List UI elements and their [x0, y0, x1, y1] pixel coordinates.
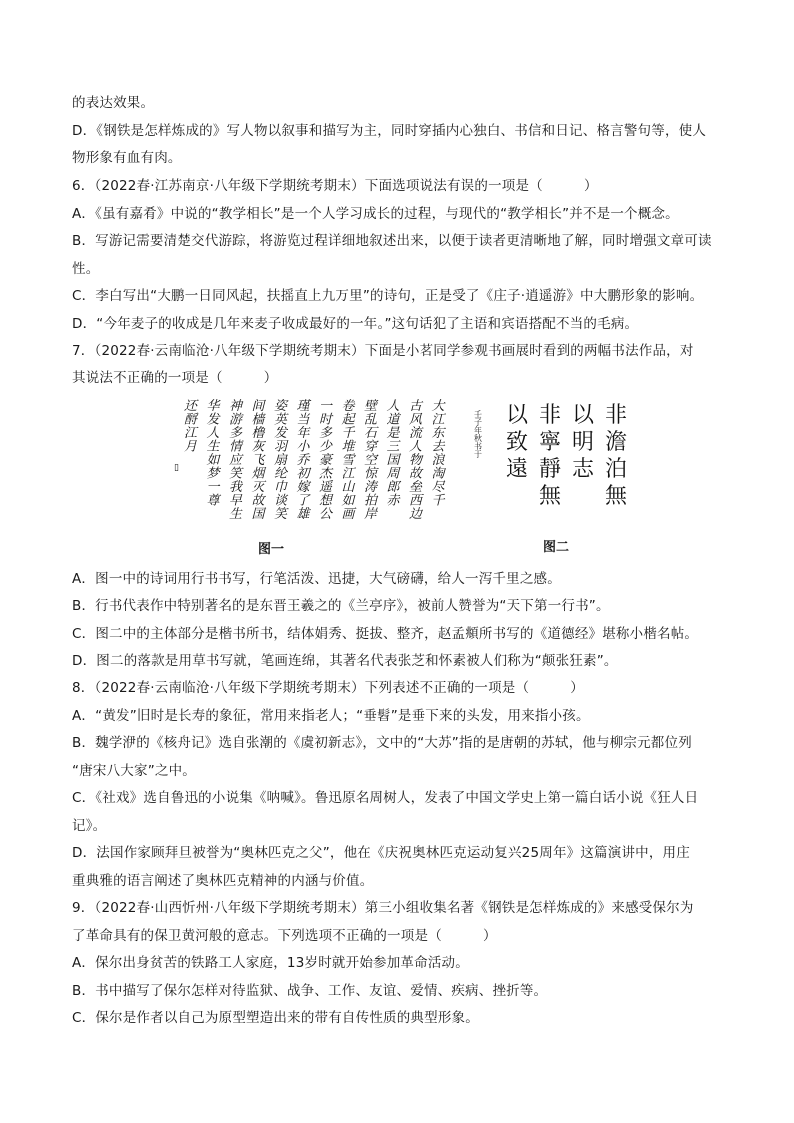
- option-a: A．“黄发”旧时是长寿的象征，常用来指老人；“垂髫”是垂下来的头发，用来指小孩。: [72, 708, 590, 724]
- calligraphy-char: 是: [386, 426, 400, 441]
- calligraphy-char: 灭: [251, 480, 265, 495]
- calligraphy-char: 英: [273, 412, 288, 428]
- calligraphy-char: 浪: [431, 453, 445, 468]
- calligraphy-char: 無: [538, 484, 562, 509]
- calligraphy-char: 澹: [604, 430, 628, 455]
- calligraphy-char: 生: [228, 507, 243, 522]
- text-line: 的表达效果。: [72, 95, 155, 111]
- text-line: 了革命具有的保卫黄河般的意志。下列选项不正确的一项是（ ）: [72, 928, 497, 944]
- calligraphy-char: 多: [228, 426, 243, 441]
- calligraphy-char: 小: [296, 439, 310, 455]
- calligraphy-char: 泊: [604, 457, 628, 482]
- calligraphy-char: 嫁: [296, 480, 310, 495]
- option-a: A．保尔出身贫苦的铁路工人家庭，13岁时就开始参加革命活动。: [72, 955, 469, 971]
- calligraphy-char: 笑: [228, 466, 243, 482]
- text-line: 重典雅的语言阐述了奥林匹克精神的内涵与价值。: [72, 873, 374, 889]
- calligraphy-char: 一: [318, 399, 333, 414]
- calligraphy-char: 神: [228, 399, 243, 414]
- option-a: A．《虽有嘉肴》中说的“教学相长”是一个人学习成长的过程，与现代的“教学相长”并不是一个概念。: [72, 206, 679, 222]
- calligraphy-char: 瑾: [296, 399, 310, 414]
- calligraphy-char: 东: [431, 426, 445, 441]
- calligraphy-char: 时: [318, 412, 333, 428]
- calligraphy-char: 生: [206, 439, 220, 455]
- calligraphy-char: 风: [408, 412, 423, 428]
- figure-1-image: [168, 396, 450, 530]
- calligraphy-char: 了: [296, 493, 310, 509]
- calligraphy-char: 垒: [408, 480, 423, 495]
- calligraphy-char: 遠: [505, 457, 529, 482]
- calligraphy-char: 大: [431, 399, 445, 414]
- calligraphy-char: 以: [571, 403, 595, 428]
- calligraphy-char: 千: [341, 426, 355, 441]
- calligraphy-char: 初: [296, 466, 310, 482]
- option-d: D．法国作家顾拜旦被誉为“奥林匹克之父”，他在《庆祝奥林匹克运动复兴25周年》这篇演讲中，用庄: [72, 845, 690, 861]
- calligraphy-char: 纶: [273, 466, 288, 482]
- calligraphy-char: 江: [341, 466, 355, 482]
- calligraphy-char: 游: [228, 412, 243, 428]
- calligraphy-char: 岸: [363, 507, 378, 522]
- calligraphy-char: 非: [538, 403, 562, 428]
- option-d: D．“今年麦子的收成是几年来麦子收成最好的一年。”这句话犯了主语和宾语搭配不当的毛病。: [72, 316, 639, 332]
- question-9-stem: 9．（2022春·山西忻州·八年级下学期统考期末）第三小组收集名著《钢铁是怎样炼成的》来感受保尔为: [72, 900, 694, 916]
- calligraphy-char: 石: [363, 426, 378, 441]
- calligraphy-char: 尽: [431, 480, 445, 495]
- calligraphy-char: 人: [408, 439, 423, 455]
- text-line: 记》。: [72, 818, 107, 834]
- calligraphy-char: 卷: [341, 399, 355, 414]
- option-b: B．写游记需要清楚交代游踪，将游览过程详细地叙述出来，以便于读者更清晰地了解，同时增强文章可读: [72, 233, 712, 249]
- calligraphy-char: 雄: [296, 507, 310, 522]
- calligraphy-char: 年: [296, 426, 310, 441]
- question-8-stem: 8．（2022春·云南临沧·八年级下学期统考期末）下列表述不正确的一项是（ ）: [72, 680, 584, 696]
- option-c: C．李白写出“大鹏一日同风起，扶摇直上九万里”的诗句，正是受了《庄子·逍遥游》中大鹏形象的影响。: [72, 288, 704, 304]
- calligraphy-char: 去: [431, 439, 445, 455]
- calligraphy-char: 还: [183, 399, 198, 414]
- text-line: 物形象有血有肉。: [72, 150, 182, 166]
- calligraphy-char: 多: [318, 426, 333, 441]
- calligraphy-char: 道: [386, 412, 400, 428]
- calligraphy-char: 橹: [251, 426, 265, 441]
- text-line: 性。: [72, 261, 100, 277]
- calligraphy-char: 空: [363, 453, 378, 468]
- calligraphy-char: 边: [408, 507, 423, 522]
- question-7-stem: 7．（2022春·云南临沧·八年级下学期统考期末）下面是小茗同学参观书画展时看到的两幅书法作品，对: [72, 343, 694, 359]
- calligraphy-char: 物: [408, 453, 423, 468]
- calligraphy-char: 遥: [318, 480, 333, 495]
- option-a: A．图一中的诗词用行书书写，行笔活泼、迅捷，大气磅礴，给人一泻千里之感。: [72, 571, 561, 587]
- option-b: B．书中描写了保尔怎样对待监狱、战争、工作、友谊、爱情、疾病、挫折等。: [72, 983, 548, 999]
- calligraphy-char: 想: [318, 493, 333, 509]
- calligraphy-char: 情: [228, 439, 243, 455]
- calligraphy-char: 扇: [273, 453, 288, 468]
- option-c: C．《社戏》选自鲁迅的小说集《呐喊》。鲁迅原名周树人，发表了中国文学史上第一篇白话小说《狂人日: [72, 790, 699, 806]
- calligraphy-char: 江: [183, 426, 198, 441]
- calligraphy-char: 雪: [341, 453, 355, 468]
- calligraphy-char: 画: [341, 507, 355, 522]
- calligraphy-char: 乱: [363, 412, 378, 428]
- question-6-stem: 6．（2022春·江苏南京·八年级下学期统考期末）下面选项说法有误的一项是（ ）: [72, 178, 598, 194]
- calligraphy-char: 巾: [273, 480, 288, 495]
- calligraphy-char: 千: [431, 493, 445, 509]
- calligraphy-char: 少: [318, 439, 333, 455]
- calligraphy-char: 一: [206, 480, 220, 495]
- calligraphy-char: 笑: [273, 507, 288, 522]
- calligraphy-char: 国: [251, 507, 265, 522]
- calligraphy-char: 堆: [341, 439, 355, 455]
- fig2-inscription: 壬子年秋书于: [473, 410, 483, 458]
- calligraphy-char: 华: [206, 399, 220, 414]
- calligraphy-char: 江: [431, 412, 445, 428]
- calligraphy-char: 间: [251, 399, 265, 414]
- calligraphy-char: 惊: [363, 466, 378, 482]
- calligraphy-char: 靜: [538, 457, 562, 482]
- calligraphy-char: 明: [571, 430, 595, 455]
- calligraphy-char: 非: [604, 403, 628, 428]
- text-line: D．《钢铁是怎样炼成的》写人物以叙事和描写为主，同时穿插内心独白、书信和日记、格言警句等，使人: [72, 123, 707, 139]
- text-line: “唐宋八大家”之中。: [72, 763, 196, 779]
- calligraphy-char: 人: [386, 399, 400, 414]
- calligraphy-char: 山: [341, 480, 355, 495]
- calligraphy-char: 三: [386, 439, 400, 455]
- option-c: C．保尔是作者以自己为原型塑造出来的带有自传性质的典型形象。: [72, 1010, 479, 1026]
- calligraphy-char: 涛: [363, 480, 378, 495]
- calligraphy-char: 周: [386, 466, 400, 482]
- calligraphy-char: 穿: [363, 439, 378, 455]
- calligraphy-char: 当: [296, 412, 310, 428]
- calligraphy-char: 发: [206, 412, 220, 428]
- calligraphy-char: 志: [571, 457, 595, 482]
- calligraphy-char: 国: [386, 453, 400, 468]
- option-b: B．行书代表作中特别著名的是东晋王羲之的《兰亭序》，被前人赞誉为“天下第一行书”。: [72, 598, 610, 614]
- calligraphy-char: 郎: [386, 480, 400, 495]
- calligraphy-char: 如: [341, 493, 355, 509]
- calligraphy-char: 致: [505, 430, 529, 455]
- figure-2-caption: 图二: [543, 540, 570, 555]
- calligraphy-char: 烟: [251, 466, 265, 482]
- option-b: B．魏学洢的《核舟记》选自张潮的《虞初新志》，文中的“大苏”指的是唐朝的苏轼，他与柳宗元都位列: [72, 735, 692, 751]
- calligraphy-char: 壁: [363, 399, 378, 414]
- calligraphy-char: 月: [183, 439, 198, 455]
- calligraphy-char: 樯: [251, 412, 265, 428]
- calligraphy-char: 羽: [273, 439, 288, 455]
- calligraphy-char: 灰: [251, 439, 265, 455]
- calligraphy-char: 西: [408, 493, 423, 509]
- calligraphy-char: 乔: [296, 453, 310, 468]
- fig1-signature: ▯: [174, 463, 179, 473]
- figure-2-image: [473, 400, 628, 520]
- text-line: 其说法不正确的一项是（ ）: [72, 370, 278, 386]
- calligraphy-char: 無: [604, 484, 628, 509]
- calligraphy-char: 公: [318, 507, 333, 522]
- calligraphy-char: 古: [408, 399, 423, 414]
- calligraphy-char: 寧: [538, 430, 562, 455]
- calligraphy-char: 故: [251, 493, 265, 509]
- calligraphy-char: 谈: [273, 493, 288, 509]
- calligraphy-char: 拍: [363, 493, 378, 509]
- calligraphy-char: 应: [228, 453, 243, 468]
- option-d: D．图二的落款是用草书写就，笔画连绵，其著名代表张芝和怀素被人们称为“颠张狂素”。: [72, 653, 618, 669]
- calligraphy-char: 尊: [206, 493, 220, 509]
- calligraphy-char: 早: [228, 493, 243, 509]
- calligraphy-char: 我: [228, 480, 243, 495]
- figure-2-calligraphy: [473, 400, 628, 520]
- calligraphy-char: 飞: [251, 453, 265, 468]
- calligraphy-char: 赤: [386, 493, 400, 509]
- calligraphy-char: 姿: [273, 399, 288, 414]
- calligraphy-char: 杰: [318, 466, 333, 482]
- calligraphy-char: 淘: [431, 466, 445, 482]
- calligraphy-char: 酹: [183, 412, 198, 428]
- figure-1-caption: 图一: [258, 542, 285, 557]
- calligraphy-char: 豪: [318, 453, 333, 468]
- option-c: C．图二中的主体部分是楷书所书，结体娟秀、挺拔、整齐，赵孟頫所书写的《道德经》堪称小楷名帖。: [72, 626, 699, 642]
- calligraphy-char: 发: [273, 426, 288, 441]
- calligraphy-char: 如: [206, 453, 220, 468]
- figure-1-calligraphy: [168, 396, 450, 530]
- calligraphy-char: 以: [505, 403, 529, 428]
- calligraphy-char: 梦: [206, 466, 220, 482]
- calligraphy-char: 故: [408, 466, 423, 482]
- calligraphy-char: 流: [408, 426, 423, 441]
- calligraphy-char: 起: [341, 412, 355, 428]
- calligraphy-char: 人: [206, 426, 220, 441]
